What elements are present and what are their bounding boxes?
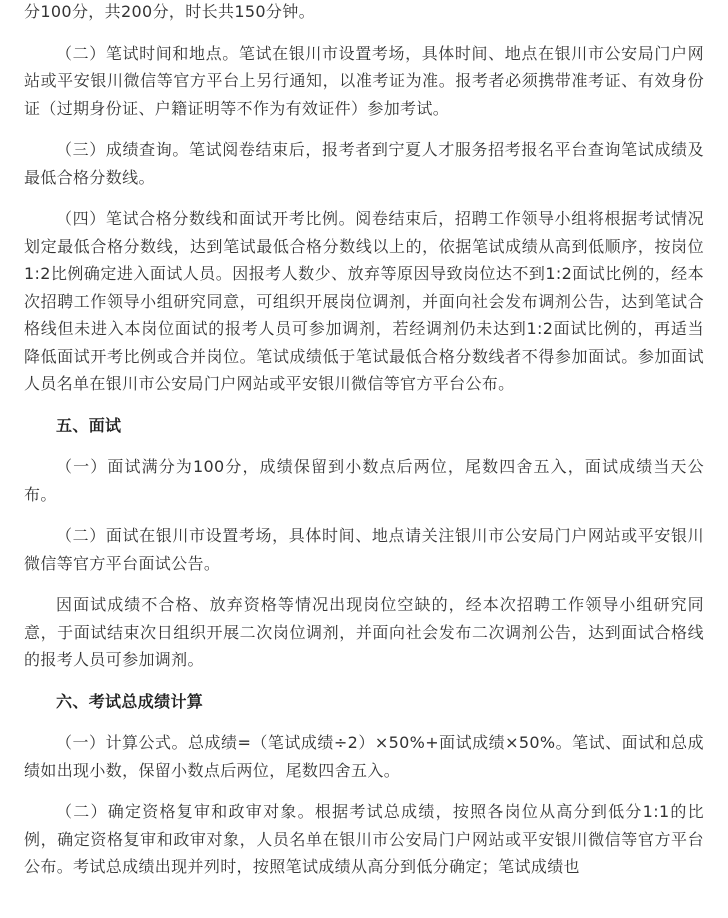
heading-total-score: 六、考试总成绩计算 xyxy=(56,691,204,711)
paragraph-formula: （一）计算公式。总成绩=（笔试成绩÷2）×50%+面试成绩×50%。笔试、面试和总成绩如出现小数，保留小数点后两位，尾数四舍五入。 xyxy=(24,733,704,780)
paragraph-written-exam-time-place: （二）笔试时间和地点。笔试在银川市设置考场，具体时间、地点在银川市公安局门户网站或平安银川微信等官方平台上另行通知，以准考证为准。报考者必须携带准考证、有效身份证（过期身份证、户籍证明等不作为有效证件）参加考试。 xyxy=(24,43,704,118)
paragraph-written-exam-duration: 分100分，共200分，时长共150分钟。 xyxy=(24,2,315,21)
paragraph-interview-place: （二）面试在银川市设置考场，具体时间、地点请关注银川市公安局门户网站或平安银川微信等官方平台面试公告。 xyxy=(24,526,704,573)
paragraph-review-candidates: （二）确定资格复审和政审对象。根据考试总成绩，按照各岗位从高分到低分1:1的比例，确定资格复审和政审对象，人员名单在银川市公安局门户网站或平安银川微信等官方平台公布。考试总成绩出现并列时，按照笔试成绩从高分到低分确定；笔试成绩也 xyxy=(24,802,704,876)
heading-interview: 五、面试 xyxy=(56,415,122,435)
paragraph-vacancy-adjustment: 因面试成绩不合格、放弃资格等情况出现岗位空缺的，经本次招聘工作领导小组研究同意，于面试结束次日组织开展二次岗位调剂，并面向社会发布二次调剂公告，达到面试合格线的报考人员可参加调剂。 xyxy=(24,595,704,669)
paragraph-interview-score: （一）面试满分为100分，成绩保留到小数点后两位，尾数四舍五入，面试成绩当天公布。 xyxy=(24,457,704,504)
document-body xyxy=(24,0,704,895)
paragraph-score-query: （三）成绩查询。笔试阅卷结束后，报考者到宁夏人才服务招考报名平台查询笔试成绩及最低合格分数线。 xyxy=(24,140,704,187)
paragraph-passing-line: （四）笔试合格分数线和面试开考比例。阅卷结束后，招聘工作领导小组将根据考试情况划定最低合格分数线，达到笔试最低合格分数线以上的，依据笔试成绩从高到低顺序，按岗位1:2比例确定进入面试人员。因报考人数少、放弃等原因导致岗位达不到1:2面试比例的，经本次招聘工作领导小组研究同意，可组织开展岗位调剂，并面向社会发布调剂公告，达到笔试合格线但未进入本岗位面试的报考人员可参加调剂，若经调剂仍未达到1:2面试比例的，再适当降低面试开考比例或合并岗位。笔试成绩低于笔试最低合格分数线者不得参加面试。参加面试人员名单在银川市公安局门户网站或平安银川微信等官方平台公布。 xyxy=(24,209,704,393)
